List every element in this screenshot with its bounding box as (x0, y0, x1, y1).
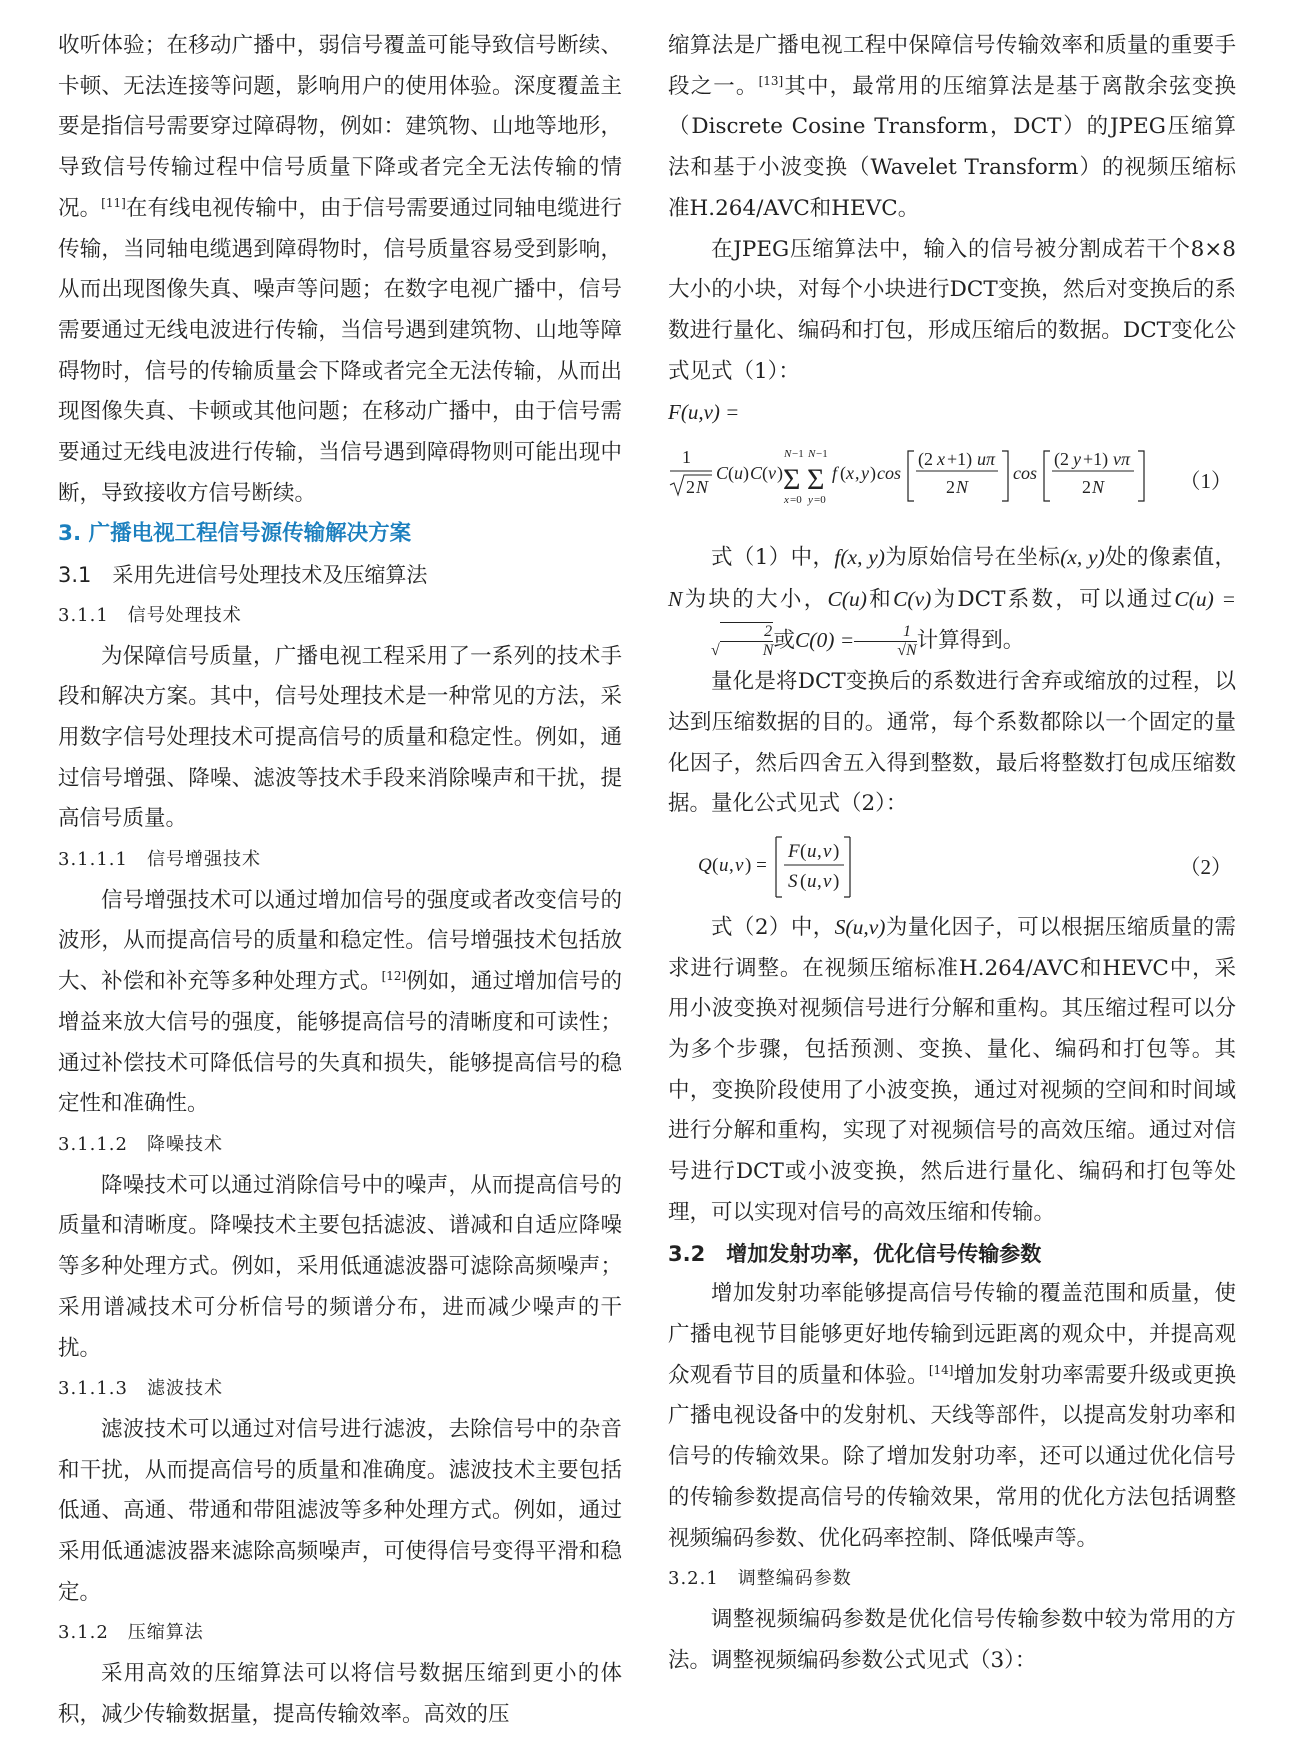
svg-text:,: , (817, 840, 822, 862)
svg-text:uπ: uπ (977, 449, 996, 470)
citation[interactable]: [13] (758, 73, 784, 88)
svg-text:u: u (807, 840, 817, 862)
svg-text:+1): +1) (1083, 449, 1109, 470)
dct-formula-svg (668, 433, 1236, 537)
svg-text:C: C (716, 463, 729, 484)
svg-text:x: x (846, 463, 854, 484)
svg-text:(: ( (762, 463, 768, 484)
svg-text:+1): +1) (947, 449, 973, 470)
citation[interactable]: [12] (381, 969, 407, 984)
svg-text:−1: −1 (816, 448, 828, 461)
subsubsection-heading: 3.1.1.1 信号增强技术 (58, 849, 261, 871)
svg-text:vπ: vπ (1113, 449, 1131, 470)
equation-number: （1） (1179, 469, 1232, 494)
svg-text:Σ: Σ (807, 463, 825, 497)
subsubsection-heading: 3.1.1.2 降噪技术 (58, 1133, 223, 1155)
svg-text:(: ( (800, 870, 807, 892)
svg-text:): ) (870, 463, 876, 484)
svg-text:=0: =0 (790, 494, 802, 507)
subsection-heading: 3.1 采用先进信号处理技术及压缩算法 (58, 563, 428, 588)
paragraph: 降噪技术可以通过消除信号中的噪声，从而提高信号的质量和清晰度。降噪技术主要包括滤波、谱减和自适应降噪等多种处理方式。例如，采用低通滤波器可滤除高频噪声；采用谱减技术可分析信号的频谱分布，进而减少噪声的干扰。 (58, 1172, 622, 1361)
subsubsection-heading: 3.1.1.3 滤波技术 (58, 1378, 223, 1400)
svg-text:(: ( (840, 463, 846, 484)
svg-text:y: y (808, 494, 813, 507)
svg-text:Q: Q (698, 854, 712, 876)
svg-text:y: y (861, 463, 869, 484)
paragraph: 式（1）中，f(x, y)为原始信号在坐标(x, y)处的像素值，N为块的大小，C(u)和C(v)为DCT系数，可以通过C(u) =√ $\frac{2}{N}$ 或C(0) = $\frac{1}{√N}$ 计算得到。 (668, 545, 1236, 660)
equation-number: （2） (1179, 854, 1232, 879)
svg-text:N: N (956, 477, 969, 498)
paragraph: 式（2）中，S(u,v)为量化因子，可以根据压缩质量的需求进行调整。在视频压缩标准H.264/AVC和HEVC中，采用小波变换对视频信号进行分解和重构。其压缩过程可以分为多个步骤，包括预测、变换、量化、编码和打包等。其中，变换阶段使用了小波变换，通过对视频的空间和时间域进行分解和重构，实现了对视频信号的高效压缩。通过对信号进行DCT或小波变换，然后进行量化、编码和打包等处理，可以实现对信号的高效压缩和传输。 (668, 914, 1236, 1225)
svg-text:(: ( (712, 854, 719, 876)
citation[interactable]: [11] (101, 195, 126, 210)
subsubsection-heading: 3.1.2 压缩算法 (58, 1622, 204, 1644)
svg-text:): ) (833, 870, 840, 892)
formula-2 (668, 825, 1236, 907)
svg-text:y: y (1073, 449, 1081, 470)
svg-text:1: 1 (682, 447, 691, 468)
svg-text:C: C (750, 463, 763, 484)
svg-text:v: v (735, 854, 744, 876)
svg-text:) =: ) = (745, 854, 767, 876)
svg-text:v: v (823, 840, 832, 862)
svg-text:F: F (788, 840, 800, 862)
svg-text:(: ( (800, 840, 807, 862)
svg-text:cos: cos (1013, 463, 1037, 484)
svg-text:−1: −1 (792, 448, 804, 461)
svg-text:u: u (807, 870, 817, 892)
svg-text:): ) (743, 463, 749, 484)
paragraph: 调整视频编码参数是优化信号传输参数中较为常用的方法。调整视频编码参数公式见式（3）： (668, 1606, 1236, 1673)
quantization-formula-svg (668, 825, 1236, 907)
subsubsection-heading: 3.1.1 信号处理技术 (58, 604, 242, 626)
svg-text:Σ: Σ (783, 463, 801, 497)
paragraph: 缩算法是广播电视工程中保障信号传输效率和质量的重要手段之一。[13]其中，最常用的压缩算法是基于离散余弦变换（Discrete Cosine Transform，DCT）的JPEG压缩算法和基于小波变换（Wavelet Transform）的视频压缩标准H.264/AVC和HEVC。 (668, 33, 1236, 221)
svg-text:2: 2 (946, 477, 955, 498)
svg-text:N: N (1092, 477, 1105, 498)
svg-text:,: , (855, 463, 860, 484)
svg-text:(2: (2 (918, 449, 933, 470)
subsection-heading: 3.2 增加发射功率，优化信号传输参数 (668, 1241, 1042, 1266)
formula-1 (668, 433, 1236, 537)
svg-text:): ) (777, 463, 783, 484)
svg-text:,: , (817, 870, 822, 892)
svg-text:(: ( (728, 463, 734, 484)
svg-text:x: x (784, 494, 789, 507)
paragraph: 采用高效的压缩算法可以将信号数据压缩到更小的体积，减少传输数据量，提高传输效率。高效的压 (58, 1661, 622, 1727)
svg-text:=0: =0 (814, 494, 826, 507)
svg-text:v: v (823, 870, 832, 892)
subsubsection-heading: 3.2.1 调整编码参数 (668, 1568, 852, 1590)
svg-text:f: f (832, 463, 838, 484)
section-heading: 3. 广播电视工程信号源传输解决方案 (58, 521, 412, 547)
right-column (668, 26, 1236, 1681)
paragraph: 滤波技术可以通过对信号进行滤波，去除信号中的杂音和干扰，从而提高信号的质量和准确度。滤波技术主要包括低通、高通、带通和带阻滤波等多种处理方式。例如，通过采用低通滤波器来滤除高频噪声，可使得信号变得平滑和稳定。 (58, 1416, 622, 1605)
sqrt-fraction: √ $\frac{2}{N}$ (711, 623, 774, 660)
svg-text:2: 2 (1082, 477, 1091, 498)
svg-text:N: N (784, 448, 792, 461)
svg-text:cos: cos (877, 463, 901, 484)
svg-text:N: N (808, 448, 816, 461)
paragraph: 收听体验；在移动广播中，弱信号覆盖可能导致信号断续、卡顿、无法连接等问题，影响用户的使用体验。深度覆盖主要是指信号需要穿过障碍物，例如：建筑物、山地等地形，导致信号传输过程中信号质量下降或者完全无法传输的情况。[11]在有线电视传输中，由于信号需要通过同轴电缆进行传输，当同轴电缆遇到障碍物时，信号质量容易受到影响，从而出现图像失真、噪声等问题；在数字电视广播中，信号需要通过无线电波进行传输，当信号遇到建筑物、山地等障碍物时，信号的传输质量会下降或者完全无法传输，从而出现图像失真、卡顿或其他问题；在移动广播中，由于信号需要通过无线电波进行传输，当信号遇到障碍物则可能出现中断，导致接收方信号断续。 (58, 33, 622, 506)
svg-text:): ) (833, 840, 840, 862)
svg-text:u: u (719, 854, 729, 876)
citation[interactable]: [14] (928, 1362, 954, 1377)
paragraph: 在JPEG压缩算法中，输入的信号被分割成若干个8×8大小的小块，对每个小块进行DCT变换，然后对变换后的系数进行量化、编码和打包，形成压缩后的数据。DCT变化公式见式（1）： (668, 236, 1236, 384)
svg-text:N: N (696, 477, 709, 498)
svg-text:v: v (768, 463, 776, 484)
left-column (58, 26, 622, 1736)
svg-text:x: x (937, 449, 945, 470)
formula-1-head: F(u,v) = (668, 400, 740, 425)
inverse-sqrt-fraction: $\frac{1}{√N}$ (854, 623, 916, 660)
svg-text:,: , (729, 854, 734, 876)
paragraph: 信号增强技术可以通过增加信号的强度或者改变信号的波形，从而提高信号的质量和稳定性。信号增强技术包括放大、补偿和补充等多种处理方式。[12]例如，通过增加信号的增益来放大信号的强度，能够提高信号的清晰度和可读性；通过补偿技术可降低信号的失真和损失，能够提高信号的稳定性和准确性。 (58, 887, 622, 1117)
svg-text:(2: (2 (1054, 449, 1069, 470)
paragraph: 量化是将DCT变换后的系数进行舍弃或缩放的过程，以达到压缩数据的目的。通常，每个系数都除以一个固定的量化因子，然后四舍五入得到整数，最后将整数打包成压缩数据。量化公式见式（2）： (668, 669, 1236, 817)
svg-text:S: S (788, 870, 798, 892)
svg-text:u: u (734, 463, 743, 484)
paragraph: 增加发射功率能够提高信号传输的覆盖范围和质量，使广播电视节目能够更好地传输到远距离的观众中，并提高观众观看节目的质量和体验。[14]增加发射功率需要升级或更换广播电视设备中的发射机、天线等部件，以提高发射功率和信号的传输效果。除了增加发射功率，还可以通过优化信号的传输参数提高信号的传输效果，常用的优化方法包括调整视频编码参数、优化码率控制、降低噪声等。 (668, 1281, 1236, 1551)
paragraph: 为保障信号质量，广播电视工程采用了一系列的技术手段和解决方案。其中，信号处理技术是一种常见的方法，采用数字信号处理技术可提高信号的质量和稳定性。例如，通过信号增强、降噪、滤波等技术手段来消除噪声和干扰，提高信号质量。 (58, 643, 622, 832)
svg-text:2: 2 (686, 477, 695, 498)
